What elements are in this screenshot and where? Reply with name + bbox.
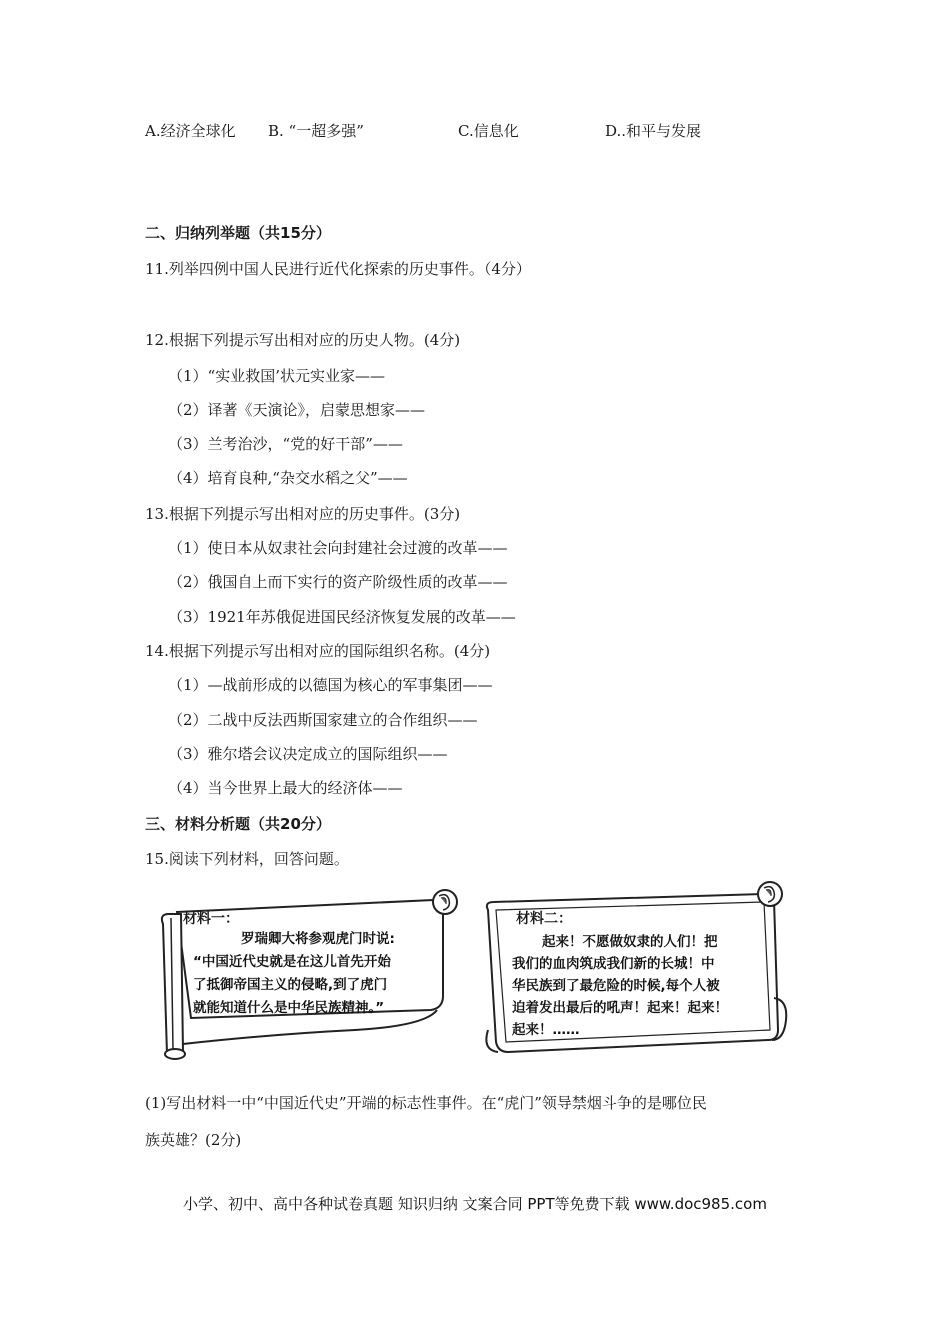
q12-item: （1）“实业救国’状元实业家—— <box>168 367 385 385</box>
material2-title: 材料二： <box>516 911 572 927</box>
q15-sub1-line1: (1)写出材料一中“中国近代史”开端的标志性事件。在“虎门”领导禁烟斗争的是哪位民 <box>145 1094 707 1112</box>
q13-item: （1）使日本从奴隶社会向封建社会过渡的改革—— <box>168 539 508 557</box>
q10-option-c: C.信息化 <box>458 122 519 140</box>
q10-option-a: A.经济全球化 <box>145 122 236 140</box>
material2-line: 起来！不愿做奴隶的人们！把 <box>542 934 718 950</box>
q14-item: （4）当今世界上最大的经济体—— <box>168 779 403 797</box>
q13-item: （2）俄国自上而下实行的资产阶级性质的改革—— <box>168 573 508 591</box>
q12-item: （4）培育良种,“杂交水稻之父”—— <box>168 469 408 487</box>
material1-line: 就能知道什么是中华民族精神。” <box>193 1000 385 1016</box>
q10-option-b: B. “一超多强” <box>268 122 364 140</box>
material2-line: 华民族到了最危险的时候,每个人被 <box>512 978 720 994</box>
material1-line: 了抵御帝国主义的侵略,到了虎门 <box>193 977 388 993</box>
q12-stem: 12.根据下列提示写出相对应的历史人物。(4分) <box>145 331 461 349</box>
material2-line: 迫着发出最后的吼声！起来！起来！ <box>512 1000 728 1016</box>
q13-item: （3）1921年苏俄促进国民经济恢复发展的改革—— <box>168 608 516 626</box>
q14-stem: 14.根据下列提示写出相对应的国际组织名称。(4分) <box>145 642 491 660</box>
material2-line: 起来！…… <box>512 1022 580 1038</box>
q14-item: （1）—战前形成的以德国为核心的军事集团—— <box>168 676 493 694</box>
q14-item: （3）雅尔塔会议决定成立的国际组织—— <box>168 745 448 763</box>
material1-scroll <box>155 884 465 1064</box>
q15-stem: 15.阅读下列材料，回答问题。 <box>145 850 349 868</box>
page-footer: 小学、初中、高中各种试卷真题 知识归纳 文案合同 PPT等免费下载 www.doc985.com <box>183 1195 767 1213</box>
section2-heading: 二、归纳列举题（共15分） <box>145 224 331 242</box>
material1-line: 罗瑞卿大将参观虎门时说: <box>241 931 395 947</box>
material1-title: 材料一： <box>183 911 239 927</box>
material1-line: “中国近代史就是在这儿首先开始 <box>193 954 391 970</box>
q12-item: （3）兰考治沙，“党的好干部”—— <box>168 435 403 453</box>
material2-line: 我们的血肉筑成我们新的长城！中 <box>512 956 715 972</box>
q11-text: 11.列举四例中国人民进行近代化探索的历史事件。（4分） <box>145 260 531 278</box>
q12-item: （2）译著《天演论》，启蒙思想家—— <box>168 401 426 419</box>
q14-item: （2）二战中反法西斯国家建立的合作组织—— <box>168 711 478 729</box>
q15-sub1-line2: 族英雄？(2分) <box>145 1131 242 1149</box>
material2-scroll <box>478 880 790 1060</box>
q10-option-d: D..和平与发展 <box>605 122 702 140</box>
q13-stem: 13.根据下列提示写出相对应的历史事件。(3分) <box>145 505 461 523</box>
section3-heading: 三、材料分析题（共20分） <box>145 815 331 833</box>
